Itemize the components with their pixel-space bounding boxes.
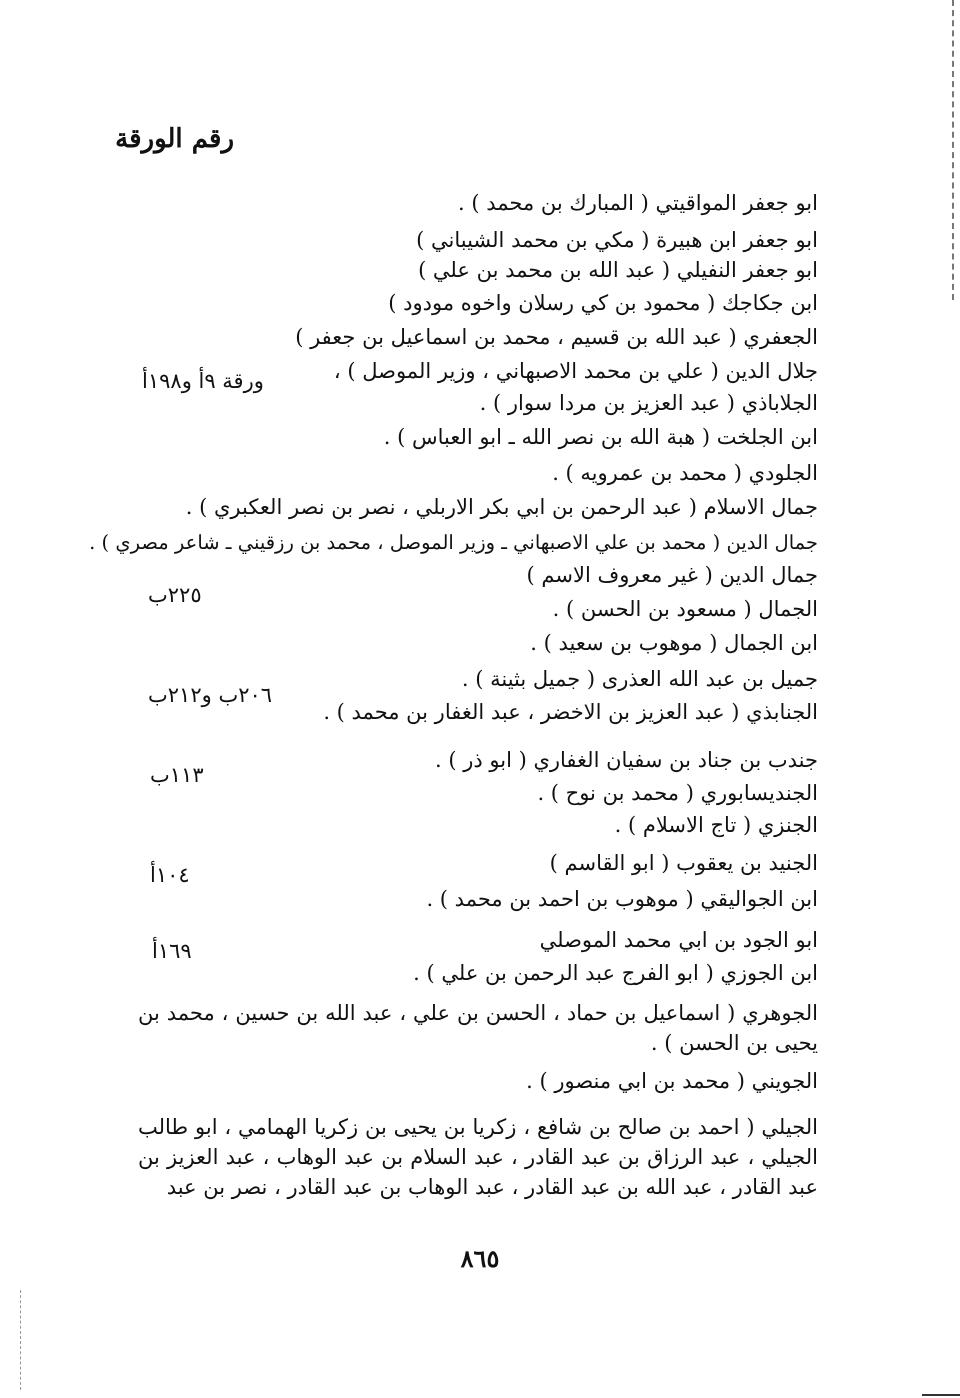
- folio-reference: ورقة ٩أ و١٩٨أ: [142, 369, 264, 393]
- index-entry: جندب بن جناد بن سفيان الغفاري ( ابو ذر ) .: [434, 748, 818, 772]
- folio-reference: ١١٣ب: [150, 763, 204, 787]
- index-entry: الجويني ( محمد بن ابي منصور ) .: [526, 1069, 818, 1093]
- index-entry: الجنديسابوري ( محمد بن نوح ) .: [537, 781, 818, 805]
- index-entry: الجلودي ( محمد بن عمرويه ) .: [552, 461, 818, 485]
- index-entry: الجنزي ( تاج الاسلام ) .: [614, 813, 818, 837]
- index-entry: ابو جعفر ابن هبيرة ( مكي بن محمد الشيباني ): [416, 228, 818, 252]
- index-entry: ابو جعفر المواقيتي ( المبارك بن محمد ) .: [458, 191, 818, 215]
- index-entry: ابن الجلخت ( هبة الله بن نصر الله ـ ابو العباس ) .: [383, 425, 818, 449]
- index-entry: الجنيد بن يعقوب ( ابو القاسم ): [549, 851, 818, 875]
- index-entry: جلال الدين ( علي بن محمد الاصبهاني ، وزير الموصل ) ،: [333, 359, 818, 383]
- folio-reference: ٢٠٦ب و٢١٢ب: [148, 683, 273, 707]
- index-entry: ابن الجواليقي ( موهوب بن احمد بن محمد ) .: [426, 887, 818, 911]
- index-entry: جميل بن عبد الله العذرى ( جميل بثينة ) .: [461, 667, 818, 691]
- index-entry: الجوهري ( اسماعيل بن حماد ، الحسن بن علي ، عبد الله بن حسين ، محمد بن يحيى بن الحسن ) .: [138, 1001, 818, 1055]
- index-entry: ابن الجوزي ( ابو الفرج عبد الرحمن بن علي ) .: [413, 961, 818, 985]
- page-number: ٨٦٥: [460, 1244, 500, 1273]
- folio-reference: ١٠٤أ: [150, 863, 190, 887]
- scan-edge-mark: [952, 0, 956, 300]
- index-entry: الجنابذي ( عبد العزيز بن الاخضر ، عبد الغفار بن محمد ) .: [323, 700, 818, 724]
- index-entry: الجيلي ( احمد بن صالح بن شافع ، زكريا بن يحيى بن زكريا الهمامي ، ابو طالب الجيلي ، عبد الرزاق بن عبد القادر ، عبد السلام بن عبد الوهاب ، عبد العزيز بن عبد القادر ، عبد الله بن عبد القادر ، عبد الوهاب بن عبد القادر ، نصر بن عبد: [138, 1115, 818, 1199]
- index-entry: ابو الجود بن ابي محمد الموصلي: [539, 928, 818, 952]
- scan-edge-mark: [20, 1290, 22, 1390]
- index-entry: الجمال ( مسعود بن الحسن ) .: [552, 597, 818, 621]
- index-entry: جمال الدين ( محمد بن علي الاصبهاني ـ وزير الموصل ، محمد بن رزقيني ـ شاعر مصري ) .: [89, 531, 818, 554]
- folio-reference: ٢٢٥ب: [148, 583, 202, 607]
- index-entry: ابن الجمال ( موهوب بن سعيد ) .: [530, 631, 818, 655]
- index-entry: الجلاباذي ( عبد العزيز بن مردا سوار ) .: [479, 391, 818, 415]
- index-entry: ابو جعفر النفيلي ( عبد الله بن محمد بن علي ): [418, 258, 818, 282]
- scan-edge-mark: [922, 1394, 960, 1396]
- folio-reference: ١٦٩أ: [152, 939, 192, 963]
- index-entry: جمال الدين ( غير معروف الاسم ): [526, 563, 818, 587]
- index-entry: ابن جكاجك ( محمود بن كي رسلان واخوه مودود ): [388, 291, 818, 315]
- index-entry: جمال الاسلام ( عبد الرحمن بن ابي بكر الاربلي ، نصر بن نصر العكبري ) .: [185, 495, 818, 519]
- page-header: رقم الورقة: [115, 124, 234, 154]
- index-entry: الجعفري ( عبد الله بن قسيم ، محمد بن اسماعيل بن جعفر ): [295, 325, 818, 349]
